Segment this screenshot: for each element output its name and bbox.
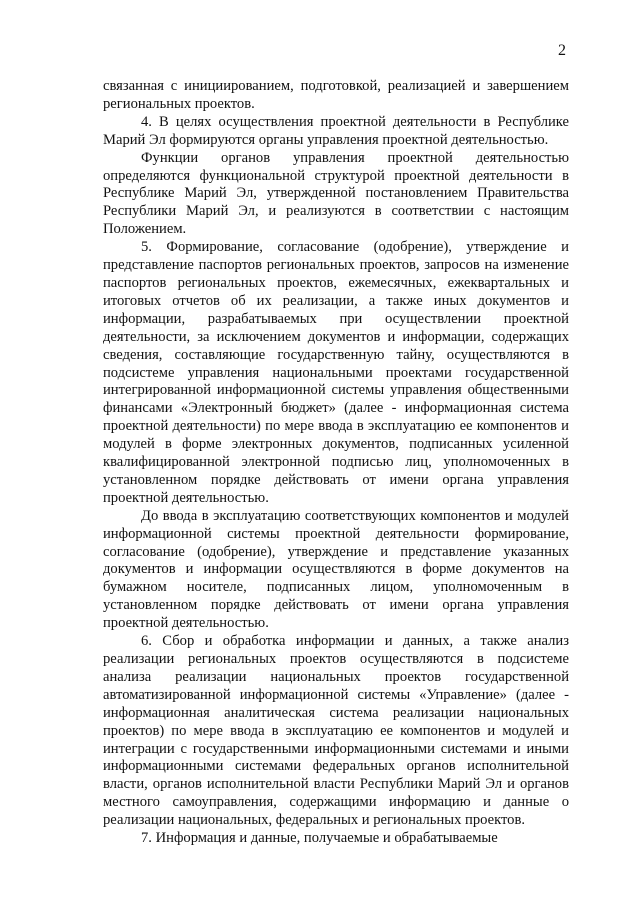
paragraph-continuation: связанная с инициированием, подготовкой, реализацией и завершением региональных проектов. [103, 78, 569, 112]
document-body [103, 78, 569, 848]
paragraph-7-start: 7. Информация и данные, получаемые и обрабатываемые [141, 830, 498, 847]
paragraph-6: 6. Сбор и обработка информации и данных, а также анализ реализации региональных проектов осуществляются в подсистеме анализа реализации национальных проектов государственной автоматизированной информационной системы «Управление» (далее - информационная аналитическая система реализации национальных проектов) по мере ввода в эксплуатацию ее компонентов и модулей и интеграции с государственными информационными системами и иными информационными системами федеральных органов исполнительной власти, органов исполнительной власти Республики Марий Эл и органов местного самоуправления, содержащими информацию и данные о реализации национальных, федеральных и региональных проектов. [103, 633, 569, 829]
paragraph-4: 4. В целях осуществления проектной деятельности в Республике Марий Эл формируются органы управления проектной деятельностью. [103, 113, 569, 148]
paragraph-5: 5. Формирование, согласование (одобрение), утверждение и представление паспортов региональных проектов, запросов на изменение паспортов региональных проектов, ежемесячных, ежеквартальных и итоговых отчетов об их реализации, а также иных документов и информации, разрабатываемых при осуществлении проектной деятельности, за исключением документов и информации, содержащих сведения, составляющие государственную тайну, осуществляются в подсистеме управления национальными проектами государственной интегрированной информационной системы управления общественными финансами «Электронный бюджет» (далее - информационная система проектной деятельности) по мере ввода в эксплуатацию ее компонентов и модулей в форме электронных документов, подписанных усиленной квалифицированной электронной подписью лиц, уполномоченных в установленном порядке действовать от имени органа управления проектной деятельностью. [103, 239, 569, 506]
page-number: 2 [558, 42, 566, 59]
paragraph-5-before-commissioning: До ввода в эксплуатацию соответствующих компонентов и модулей информационной системы проектной деятельности формирование, согласование (одобрение), утверждение и представление указанных документов и информации осуществляются в форме документов на бумажном носителе, подписанных лицом, уполномоченным в установленном порядке действовать от имени органа управления проектной деятельностью. [103, 507, 569, 632]
paragraph-4-functions: Функции органов управления проектной деятельностью определяются функциональной структурой проектной деятельности в Республике Марий Эл, утвержденной постановлением Правительства Республики Марий Эл, и реализуются в соответствии с настоящим Положением. [103, 149, 569, 238]
